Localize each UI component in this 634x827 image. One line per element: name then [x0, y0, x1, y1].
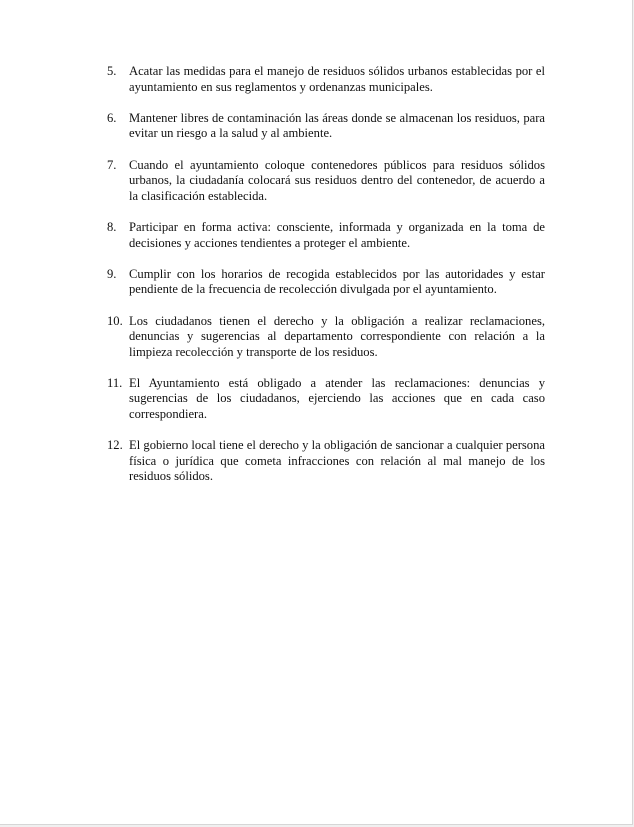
list-item — [107, 111, 545, 142]
item-number: 8. — [107, 219, 117, 234]
item-number: 5. — [107, 64, 117, 78]
list-item — [107, 267, 545, 298]
item-number: 11. — [107, 375, 123, 390]
item-text: El gobierno local tiene el derecho y la obligación de sancionar a cualquier persona física o jurídica que cometa infracciones con relación al mal manejo de los residuos sólidos. — [129, 438, 545, 484]
item-number: 12. — [107, 438, 123, 453]
list-item — [107, 220, 545, 251]
list-item — [107, 438, 545, 485]
item-text: Mantener libres de contaminación las áreas donde se almacenan los residuos, para evitar un riesgo a la salud y al ambiente. — [129, 110, 545, 141]
item-text: Participar en forma activa: consciente, informada y organizada en la toma de decisiones y acciones tendientes a proteger el ambiente. — [129, 219, 545, 250]
numbered-list — [107, 64, 545, 501]
item-number: 10. — [107, 313, 123, 328]
item-text: Acatar las medidas para el manejo de residuos sólidos urbanos establecidas por el ayuntamiento en sus reglamentos y ordenanzas municipales. — [129, 64, 545, 94]
list-item — [107, 314, 545, 361]
item-number: 7. — [107, 157, 117, 172]
item-text: Cumplir con los horarios de recogida establecidos por las autoridades y estar pendiente de la frecuencia de recolección divulgada por el ayuntamiento. — [129, 266, 545, 297]
item-text: Los ciudadanos tienen el derecho y la obligación a realizar reclamaciones, denuncias y sugerencias al departamento correspondiente con relación a la limpieza recolección y transporte de los residuos. — [129, 313, 545, 359]
item-number: 6. — [107, 110, 117, 125]
list-item — [107, 376, 545, 423]
item-number: 9. — [107, 266, 117, 281]
list-item — [107, 64, 545, 95]
list-item — [107, 158, 545, 205]
item-text: Cuando el ayuntamiento coloque contenedores públicos para residuos sólidos urbanos, la ciudadanía colocará sus residuos dentro del contenedor, de acuerdo a la clasificación establecida. — [129, 157, 545, 203]
item-text: El Ayuntamiento está obligado a atender las reclamaciones: denuncias y sugerencias de los ciudadanos, ejerciendo las acciones que en cada caso correspondiera. — [129, 375, 545, 422]
